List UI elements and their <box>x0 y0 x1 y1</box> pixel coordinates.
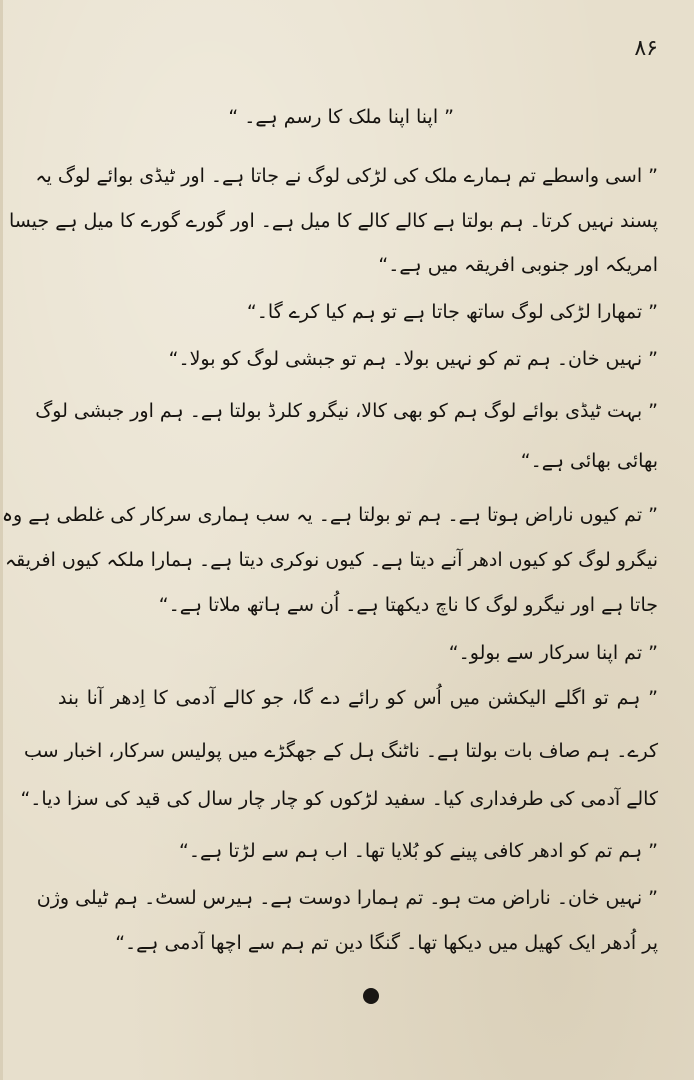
text-line-17: ” نہیں خان۔ ناراض مت ہو۔ تم ہمارا دوست ہے۔ ہیرس لسٹ۔ ہم ٹیلی وژن <box>36 887 658 909</box>
text-line-8: بھائی بھائی ہے۔“ <box>520 450 658 472</box>
text-line-6: ” نہیں خان۔ ہم تم کو نہیں بولا۔ ہم تو جبشی لوگ کو بولا۔“ <box>168 348 658 370</box>
text-line-10: نیگرو لوگ کو کیوں ادھر آنے دیتا ہے۔ کیوں نوکری دیتا ہے۔ ہمارا ملکہ کیوں افریقہ <box>5 549 658 571</box>
text-line-5: ” تمھارا لڑکی لوگ ساتھ جاتا ہے تو ہم کیا کرے گا۔“ <box>246 301 658 323</box>
page-number: ۸۶ <box>634 36 658 61</box>
text-line-15: کالے آدمی کی طرفداری کیا۔ سفید لڑکوں کو چار چار سال کی قید کی سزا دیا۔“ <box>20 788 658 810</box>
text-line-9: ” تم کیوں ناراض ہوتا ہے۔ ہم تو بولتا ہے۔ یہ سب ہماری سرکار کی غلطی ہے وہ <box>1 504 658 526</box>
text-line-3: پسند نہیں کرتا۔ ہم بولتا ہے کالے کالے کا میل ہے۔ اور گورے گورے کا میل ہے جیسا <box>8 210 658 232</box>
text-line-14: کرے۔ ہم صاف بات بولتا ہے۔ ناٹنگ ہل کے جھگڑے میں پولیس سرکار، اخبار سب <box>23 740 658 762</box>
text-line-4: امریکہ اور جنوبی افریقہ میں ہے۔“ <box>378 254 658 276</box>
text-line-13: ” ہم تو اگلے الیکشن میں اُس کو رائے دے گا، جو کالے آدمی کا اِدھر آنا بند <box>58 687 658 709</box>
text-line-7: ” بہت ٹیڈی بوائے لوگ ہم کو بھی کالا، نیگرو کلرڈ بولتا ہے۔ ہم اور جبشی لوگ <box>35 400 658 422</box>
text-line-2: ” اسی واسطے تم ہمارے ملک کی لڑکی لوگ نے جاتا ہے۔ اور ٹیڈی بوائے لوگ یہ <box>35 165 658 187</box>
text-line-16: ” ہم تم کو ادھر کافی پینے کو بُلایا تھا۔ اب ہم سے لڑتا ہے۔“ <box>179 840 658 862</box>
text-line-12: ” تم اپنا سرکار سے بولو۔“ <box>448 642 658 664</box>
end-of-section-dot <box>363 988 379 1004</box>
text-line-1: ” اپنا اپنا ملک کا رسم ہے۔ “ <box>228 106 454 128</box>
text-line-11: جاتا ہے اور نیگرو لوگ کا ناچ دیکھتا ہے۔ اُن سے ہاتھ ملاتا ہے۔“ <box>158 594 658 616</box>
text-line-18: پر اُدھر ایک کھیل میں دیکھا تھا۔ گنگا دین تم ہم سے اچھا آدمی ہے۔“ <box>115 932 658 954</box>
